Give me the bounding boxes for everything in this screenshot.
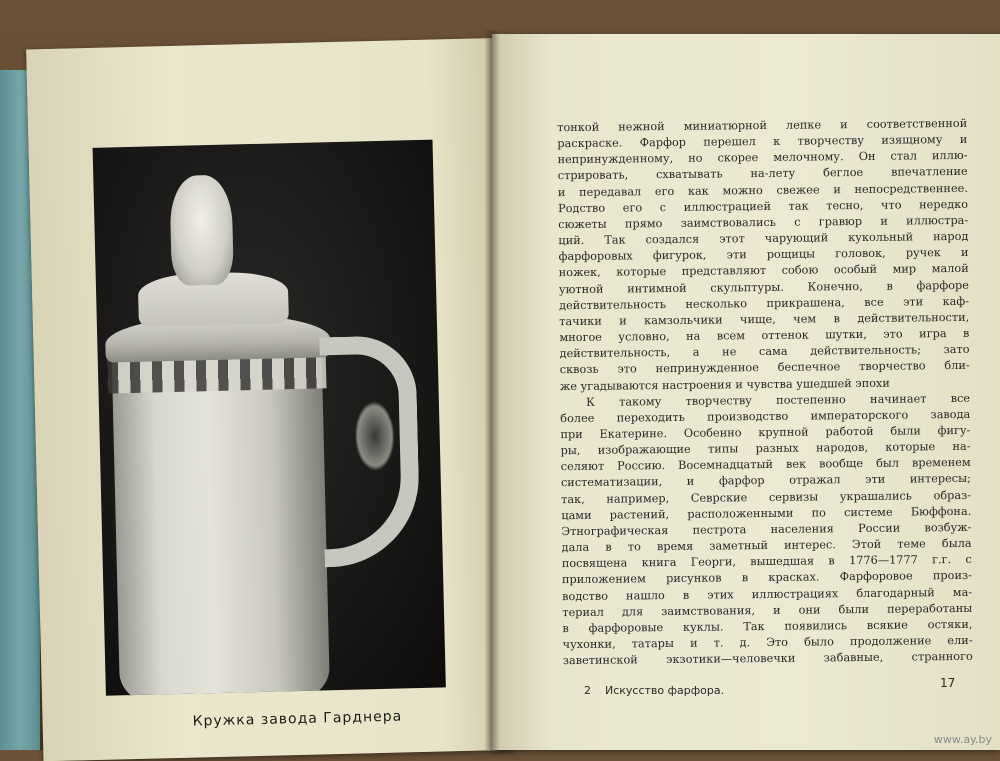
signature-mark: 2 Искусство фарфора. — [584, 684, 725, 697]
text-line: действительность несколько прикрашена, все эти каф- — [559, 294, 970, 312]
text-line: более переходить производство императорского завода — [560, 407, 971, 425]
text-line: приложением рисунков в красках. Фарфоровое произ- — [561, 569, 972, 587]
text-line: тачики и камзольчики чище, чем в действительности, — [559, 310, 970, 329]
body-text — [557, 116, 973, 670]
text-line: Родство его с иллюстрацией так тесно, что нередко — [557, 197, 969, 215]
text-line: же угадываются настроения и чувства ушедшей эпохи — [559, 376, 890, 393]
text-line: посвящена книга Георги, вышедшая в 1776—1777 г.г. с — [561, 553, 972, 571]
text-line: многое условно, на всем оттенок шутки, это игра в — [559, 326, 970, 345]
text-line: раскраске. Фарфор перешел к творчеству изящному и — [557, 133, 968, 151]
text-line: непринужденному, но скорее мелочному. Он стал иллю- — [557, 149, 968, 167]
text-line: сквозь это непринужденное беспечное творчество бли- — [559, 359, 970, 377]
text-line: водство нашло в этих иллюстрациях благодарный ма- — [562, 585, 973, 603]
page-number: 17 — [940, 676, 956, 690]
text-line: дала в то время заметный интерес. Этой теме была — [561, 536, 972, 555]
text-line: чухонки, татары и т. д. Это было продолжение ели- — [562, 633, 973, 652]
text-line: в фарфоровые куклы. Так появились всякие остяки, — [562, 617, 973, 635]
photo-caption: Кружка завода Гарднера — [192, 708, 403, 730]
text-line: цами растений, расположенными по системе Бюффона. — [561, 504, 972, 522]
handle-decoration — [354, 401, 396, 472]
text-line: и передавал его как можно свежее и непосредственнее. — [557, 181, 968, 199]
text-line: Этнографическая пестрота населения России возбуж- — [561, 520, 972, 539]
text-line: териал для заимствования, и они были переработаны — [562, 601, 973, 619]
text-line: так, например, Севрские сервизы украшались образ- — [561, 488, 972, 506]
text-line: ры, изображающие типы разных народов, которые на- — [560, 439, 971, 458]
text-line: при Екатерине. Особенно крупной работой были фигу- — [560, 423, 971, 442]
left-page — [26, 38, 513, 761]
text-line: действительность, а не сама действительность; зато — [559, 343, 970, 361]
text-line: стрировать, схватывать на-лету беглое впечатление — [557, 165, 968, 183]
text-line: заветинской экзотики—человечки забавные, странного — [562, 649, 973, 668]
text-line: систематизации, и фарфор отражал эти интересы; — [560, 472, 971, 490]
mug-photograph — [93, 140, 446, 696]
text-line: сюжеты прямо заимствовались с гравюр и иллюстра- — [558, 213, 969, 232]
text-line: фарфоровых фигурок, эти рощицы головок, ручек и — [558, 246, 969, 264]
text-line: К такому творчеству постепенно начинает все — [586, 391, 971, 409]
text-line: уютной интимной скульптуры. Конечно, в фарфоре — [558, 278, 969, 296]
text-line: ций. Так создался этот чарующий кукольный народ — [558, 229, 969, 248]
watermark: www.ay.by — [933, 733, 992, 746]
text-line: ножек, которые представляют собою особый мир малой — [558, 262, 969, 280]
mug-body — [112, 347, 330, 695]
text-line: тонкой нежной миниатюрной лепке и соответственной — [557, 116, 968, 135]
text-line: селяют Россию. Восемнадцатый век вообще был временем — [560, 456, 971, 474]
book-gutter — [484, 30, 500, 750]
mug-figurine-finial — [169, 175, 234, 286]
